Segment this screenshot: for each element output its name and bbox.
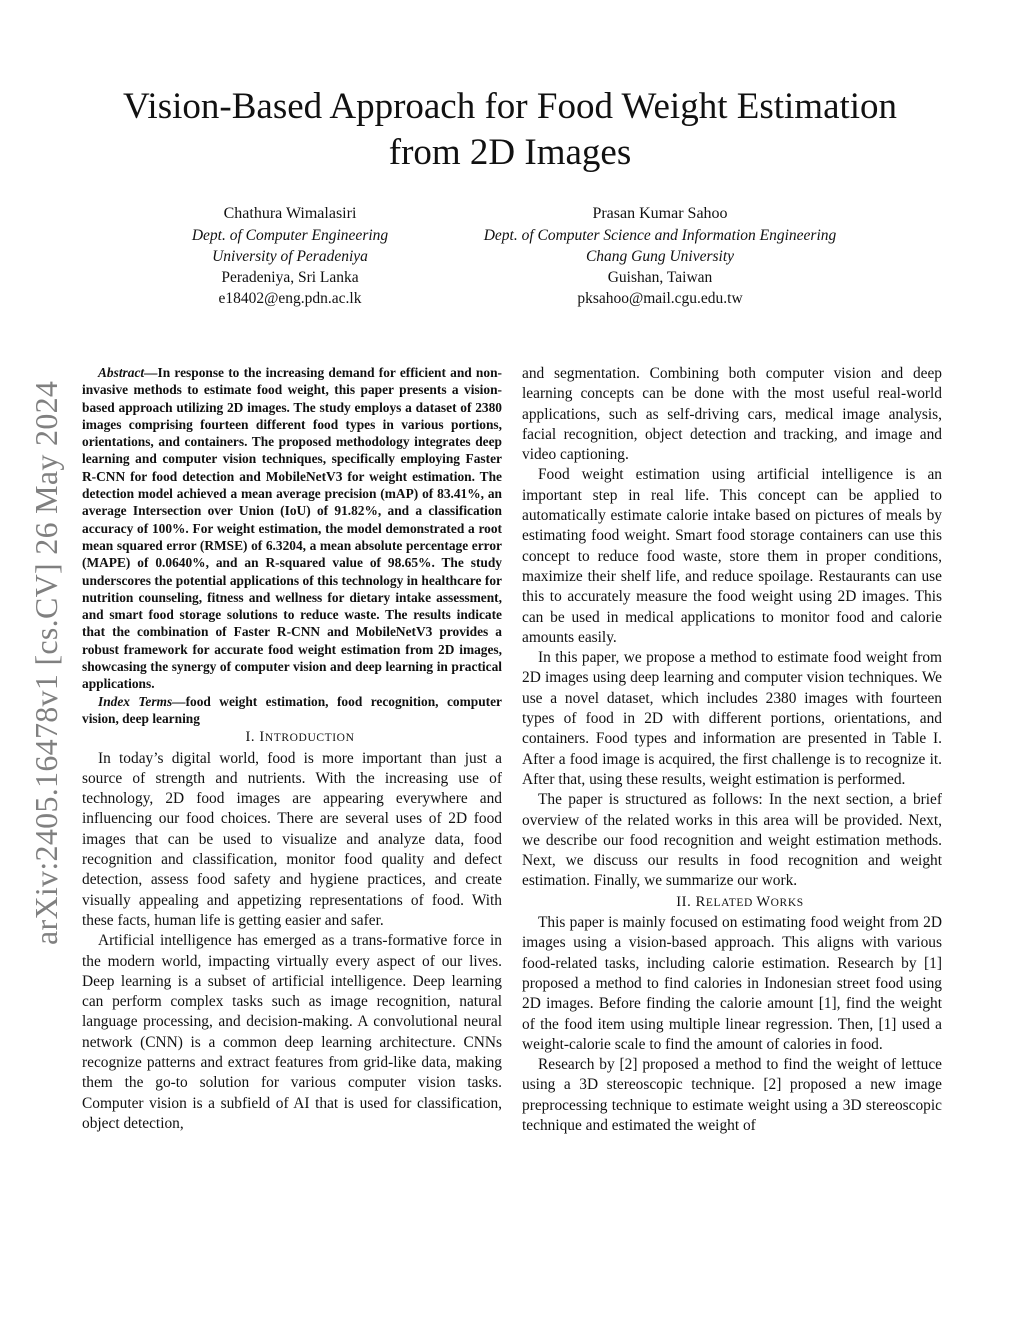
paragraph: The paper is structured as follows: In the next section, a brief overview of the related works in this area will be provided. Next, we describe our food recognition and weight estimation methods. Next, we discuss our results in food recognition and weight estimation. Finally, we summarize our work. [522, 791, 942, 890]
section-heading-introduction: I. INTRODUCTION [245, 729, 355, 746]
author-university: Chang Gung University [585, 248, 735, 265]
author-block-2 [452, 203, 868, 309]
author-location: Peradeniya, Sri Lanka [221, 269, 359, 286]
title-line-1: Vision-Based Approach for Food Weight Estimation [122, 86, 898, 127]
author-university: University of Peradeniya [212, 248, 368, 265]
paragraph: Research by [2] proposed a method to find the weight of lettuce using a 3D stereoscopic technique. [2] proposed a new image preprocessing technique to estimate weight using a 3D stereoscopic technique and estimated the weight of [522, 1056, 942, 1134]
author-department: Dept. of Computer Engineering [191, 227, 389, 244]
abstract [82, 364, 502, 693]
paragraph: This paper is mainly focused on estimating food weight from 2D images using a vision-based approach. This aligns with various food-related tasks, including calorie estimation. Research by [1] proposed a method to find calories in Indonesian street food using 2D images. Before finding the calorie amount [1], find the weight of the food item using multiple linear regression. Then, [1] used a weight-calorie scale to find the amount of calories in food. [522, 914, 942, 1053]
right-column [522, 364, 942, 1136]
author-email: pksahoo@mail.cgu.edu.tw [577, 290, 743, 307]
paragraph: In this paper, we propose a method to estimate food weight from 2D images using deep learning and computer vision techniques. We use a novel dataset, which includes 2380 images with fourteen types of food in 2D with different portions, orientations, and containers. Food types and information are presented in Table I. After a food image is acquired, the first challenge is to recognize it. After that, using these results, weight estimation is performed. [522, 649, 942, 788]
paragraph: Food weight estimation using artificial intelligence is an important step in real life. This concept can be applied to automatically estimate calorie intake based on pictures of meals by estimating food weight. Smart food storage containers can use this concept to reduce food waste, store them in proper conditions, maximize their shelf life, and reduce spoilage. Restaurants can use this to accurately measure the food weight using 2D images. This can be used in medical applications to monitor food and calorie amounts easily. [522, 466, 942, 646]
abstract-text: In response to the increasing demand for efficient and non-invasive methods to estimate food weight, this paper presents a vision-based approach utilizing 2D images. The study employs a dataset of 2380 images comprising fourteen different food types in various portions, orientations, and containers. The proposed methodology integrates deep learning and computer vision techniques, specifically employing Faster R-CNN for food detection and MobileNetV3 for weight estimation. The detection model achieved a mean average precision (mAP) of 83.41%, an average Intersection over Union (IoU) of 91.82%, and a classification accuracy of 100%. For weight estimation, the model demonstrated a root mean squared error (RMSE) of 6.3204, a mean absolute percentage error (MAPE) of 0.0640%, and an R-squared value of 98.65%. The study underscores the potential applications of this technology in healthcare for nutrition counseling, fitness and wellness for dietary intake assessment, and smart food storage solutions to reduce waste. The results indicate that the combination of Faster R-CNN and MobileNetV3 provides a robust framework for accurate food weight estimation from 2D images, showcasing the synergy of computer vision and deep learning in practical applications. [82, 365, 502, 692]
author-location: Guishan, Taiwan [607, 269, 713, 286]
section-heading-related-works: II. RELATED WORKS [676, 893, 804, 910]
author-name: Chathura Wimalasiri [223, 205, 357, 222]
arxiv-identifier: arXiv:2405.16478v1 [cs.CV] 26 May 2024 [28, 380, 64, 945]
paragraph: and segmentation. Combining both computer vision and deep learning concepts can be done with the most useful real-world applications, such as self-driving cars, medical image analysis, facial recognition, object detection and tracking, and image and video captioning. [522, 365, 942, 464]
author-block-1 [160, 203, 420, 309]
author-name: Prasan Kumar Sahoo [592, 205, 728, 222]
author-email: e18402@eng.pdn.ac.lk [218, 290, 362, 307]
paragraph: Artificial intelligence has emerged as a trans-formative force in the modern world, impacting virtually every aspect of our lives. Deep learning is a subset of artificial intelligence. Deep learning can perform complex tasks such as image recognition, natural language processing, and decision-making. A convolutional neural network (CNN) is a common deep learning architecture. CNNs recognize patterns and extract features from grid-like data, making them the go-to solution for various computer vision tasks. Computer vision is a subfield of AI that is used for classification, object detection, [82, 932, 502, 1132]
paper-title [70, 84, 950, 176]
index-terms-label: Index Terms— [98, 693, 186, 709]
abstract-label: Abstract— [98, 365, 158, 380]
title-line-2: from 2D Images [388, 132, 632, 173]
index-terms [82, 693, 502, 728]
paragraph: In today’s digital world, food is more important than just a source of strength and nutrients. With the increasing use of technology, 2D food images are appearing everywhere and influencing our food choices. There are several uses of 2D food images that can be used to visualize and analyze data, food recognition and classification, monitor food quality and defect detection, assess food safety and hygiene practices, and create visually appealing and appetizing representations of food. With these facts, human life is getting easier and safer. [82, 749, 502, 929]
index-terms-text: food weight estimation, food recognition, computer vision, deep learning [82, 693, 502, 726]
author-department: Dept. of Computer Science and Information Engineering [483, 227, 837, 244]
left-column [82, 364, 502, 1134]
